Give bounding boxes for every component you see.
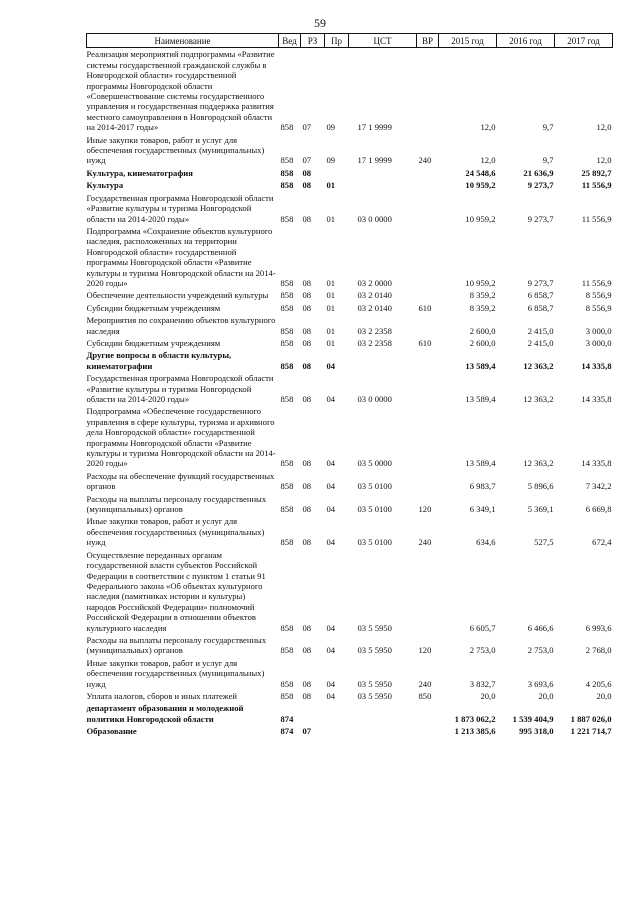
cell-2015: 1 873 062,2 (454, 713, 496, 724)
cell-2017: 20,0 (596, 690, 612, 701)
cell-ved: 858 (280, 504, 294, 515)
cell-2016: 2 753,0 (527, 645, 554, 656)
cell-vr (417, 225, 439, 289)
cell-2015: 12,0 (480, 122, 496, 133)
cell-name: Субсидии бюджетным учреждениям (86, 337, 221, 348)
cell-2016: 527,5 (534, 537, 554, 548)
cell-2015: 1 213 385,6 (454, 726, 496, 737)
cell-name: Государственная программа Новгородской области «Развитие культуры и туризма Новгородской области на 2014-2020 годы» (86, 373, 274, 404)
table-row (87, 179, 613, 191)
table-row (87, 192, 613, 225)
cell-2015: 10 959,2 (465, 277, 496, 288)
budget-table (86, 33, 613, 738)
cell-2017: 14 335,8 (581, 394, 612, 404)
cell-pr: 09 (326, 122, 336, 133)
cell-vr: 240 (418, 678, 432, 689)
table-header (87, 34, 613, 48)
cell-rz: 08 (302, 678, 312, 689)
cell-2015: 3 832,7 (469, 678, 496, 689)
table-body (87, 48, 613, 738)
cell-2015: 6 983,7 (469, 481, 496, 492)
cell-rz: 08 (302, 622, 312, 633)
cell-rz: 07 (302, 726, 312, 737)
cell-2016: 5 896,6 (527, 481, 554, 492)
cell-vr (417, 349, 439, 372)
cell-2015: 8 359,2 (469, 302, 496, 313)
cell-rz: 08 (302, 325, 312, 336)
cell-vr (417, 702, 439, 725)
cell-2016: 20,0 (538, 690, 554, 701)
cell-ved: 858 (280, 645, 294, 656)
cell-2015: 8 359,2 (469, 290, 496, 301)
table-row (87, 702, 613, 725)
cell-2017: 8 556,9 (585, 302, 612, 313)
cell-2017: 4 205,6 (585, 678, 612, 689)
cell-2016: 9 273,7 (527, 213, 554, 224)
cell-ved: 858 (280, 537, 294, 548)
cell-ved: 858 (280, 622, 294, 633)
cell-name: Другие вопросы в области культуры, кинематографии (86, 350, 232, 371)
cell-name: Подпрограмма «Сохранение объектов культурного наследия, расположенных на территории Новгородской области» государственной программы Новгородской области «Развитие культуры и туризма Новгородской области на 2014-2020 годы» (86, 225, 276, 288)
cell-2017: 14 335,8 (581, 458, 612, 469)
cell-ved: 858 (280, 325, 294, 336)
cell-2016: 6 858,7 (527, 290, 554, 301)
cell-rz: 08 (302, 504, 312, 515)
header-ved: Вед (279, 34, 301, 48)
cell-vr (417, 372, 439, 405)
cell-vr: 120 (418, 504, 432, 515)
cell-2017: 3 000,0 (585, 337, 612, 348)
cell-2015: 24 548,6 (465, 167, 496, 178)
cell-pr: 04 (326, 504, 336, 515)
cell-2017: 1 221 714,7 (570, 726, 612, 737)
table-row (87, 349, 613, 372)
cell-pr: 04 (326, 458, 336, 469)
cell-cst: 03 5 0100 (357, 537, 392, 548)
table-row (87, 470, 613, 493)
cell-cst: 17 1 9999 (357, 155, 392, 166)
cell-vr (417, 179, 439, 191)
header-cst: ЦСТ (349, 34, 417, 48)
cell-ved: 858 (280, 690, 294, 701)
cell-2017: 7 342,2 (585, 481, 612, 492)
cell-name: Иные закупки товаров, работ и услуг для обеспечения государственных (муниципальных) нужд (86, 516, 265, 548)
cell-ved: 858 (280, 277, 294, 288)
cell-ved: 858 (280, 213, 294, 224)
cell-2015: 2 753,0 (469, 645, 496, 656)
table-row (87, 314, 613, 337)
header-2017: 2017 год (555, 34, 613, 48)
cell-name: Подпрограмма «Обеспечение государственного управления в сфере культуры, туризма и архивного дела Новгородской области» государственной программы Новгородской области «Развитие культуры и туризма Новгородской области на 2014-2020 годы» (86, 406, 276, 469)
cell-cst (349, 725, 417, 737)
cell-2017: 11 556,9 (581, 180, 612, 191)
cell-rz: 08 (302, 690, 312, 701)
cell-2017: 8 556,9 (585, 290, 612, 301)
cell-ved: 874 (280, 713, 294, 724)
table-row (87, 549, 613, 634)
cell-rz: 08 (302, 394, 312, 404)
cell-2016: 9,7 (542, 122, 554, 133)
header-pr: Пр (325, 34, 349, 48)
header-name: Наименование (87, 34, 279, 48)
cell-2017: 12,0 (596, 155, 612, 166)
page-number: 59 (314, 16, 326, 30)
cell-cst: 03 2 0140 (357, 302, 392, 313)
cell-ved: 874 (280, 726, 294, 737)
table-row (87, 493, 613, 516)
cell-cst: 03 2 2358 (357, 337, 392, 348)
cell-2015: 634,6 (476, 537, 496, 548)
cell-pr: 01 (326, 290, 336, 301)
cell-rz: 08 (302, 277, 312, 288)
header-vr: ВР (417, 34, 439, 48)
table-row (87, 48, 613, 134)
cell-ved: 858 (280, 302, 294, 313)
cell-rz: 08 (302, 537, 312, 548)
cell-pr: 04 (326, 481, 336, 492)
cell-cst (349, 167, 417, 179)
cell-2015: 12,0 (480, 155, 496, 166)
cell-rz: 07 (302, 122, 312, 133)
cell-cst: 03 5 5950 (357, 622, 392, 633)
cell-name: Уплата налогов, сборов и иных платежей (86, 690, 238, 701)
cell-vr: 120 (418, 645, 432, 656)
cell-2015: 6 605,7 (469, 622, 496, 633)
cell-vr (417, 314, 439, 337)
cell-2017: 12,0 (596, 122, 612, 133)
cell-ved: 858 (280, 481, 294, 492)
cell-rz: 08 (302, 213, 312, 224)
cell-2016: 9 273,7 (527, 180, 554, 191)
cell-pr: 04 (326, 645, 336, 656)
cell-cst: 03 2 0000 (357, 277, 392, 288)
cell-name: Мероприятия по сохранению объектов культурного наследия (86, 315, 276, 336)
cell-vr (417, 549, 439, 634)
table-row (87, 725, 613, 737)
table-row (87, 405, 613, 469)
cell-2015: 13 589,4 (465, 394, 496, 404)
cell-cst: 03 0 0000 (357, 213, 392, 224)
cell-2016: 5 369,1 (527, 504, 554, 515)
header-2015: 2015 год (439, 34, 497, 48)
table-row (87, 167, 613, 179)
cell-name: Иные закупки товаров, работ и услуг для обеспечения государственных (муниципальных) нужд (86, 657, 265, 689)
cell-ved: 858 (280, 360, 294, 371)
table-row (87, 515, 613, 548)
cell-rz: 08 (302, 167, 312, 178)
cell-cst: 03 5 5950 (357, 645, 392, 656)
cell-2016: 6 858,7 (527, 302, 554, 313)
cell-2015: 10 959,2 (465, 180, 496, 191)
cell-2016: 3 693,6 (527, 678, 554, 689)
cell-2016: 12 363,2 (523, 360, 554, 371)
cell-2015: 13 589,4 (465, 360, 496, 371)
cell-pr: 04 (326, 690, 336, 701)
cell-2015: 10 959,2 (465, 213, 496, 224)
cell-vr (417, 48, 439, 134)
cell-vr (417, 725, 439, 737)
cell-rz: 07 (302, 155, 312, 166)
table-row (87, 289, 613, 301)
cell-vr: 850 (418, 690, 432, 701)
cell-2017: 6 993,6 (585, 622, 612, 633)
cell-rz: 08 (302, 360, 312, 371)
cell-rz: 08 (302, 458, 312, 469)
cell-vr (417, 470, 439, 493)
cell-rz (301, 702, 325, 725)
cell-name: Расходы на выплаты персоналу государственных (муниципальных) органов (86, 634, 267, 656)
cell-pr: 01 (326, 337, 336, 348)
cell-vr: 240 (418, 155, 432, 166)
table-row (87, 337, 613, 349)
cell-rz: 08 (302, 180, 312, 191)
cell-2015: 2 600,0 (469, 325, 496, 336)
cell-cst (349, 349, 417, 372)
cell-cst (349, 702, 417, 725)
header-rz: РЗ (301, 34, 325, 48)
cell-2017: 2 768,0 (585, 645, 612, 656)
cell-ved: 858 (280, 180, 294, 191)
cell-name: Иные закупки товаров, работ и услуг для обеспечения государственных (муниципальных) нужд (86, 134, 265, 166)
cell-vr: 240 (418, 537, 432, 548)
table-row (87, 134, 613, 167)
cell-pr: 09 (326, 155, 336, 166)
cell-cst: 03 5 0100 (357, 504, 392, 515)
cell-ved: 858 (280, 122, 294, 133)
cell-cst: 03 5 5950 (357, 690, 392, 701)
cell-2016: 12 363,2 (523, 458, 554, 469)
cell-name: Образование (86, 726, 137, 737)
cell-vr (417, 167, 439, 179)
cell-name: Расходы на выплаты персоналу государственных (муниципальных) органов (86, 493, 267, 515)
cell-2017: 672,4 (592, 537, 612, 548)
cell-cst: 03 2 2358 (357, 325, 392, 336)
table-row (87, 372, 613, 405)
table-row (87, 690, 613, 702)
cell-cst: 17 1 9999 (357, 122, 392, 133)
cell-vr (417, 192, 439, 225)
cell-2017: 11 556,9 (581, 277, 612, 288)
cell-pr: 04 (326, 622, 336, 633)
cell-2017: 3 000,0 (585, 325, 612, 336)
cell-2016: 12 363,2 (523, 394, 554, 404)
cell-2016: 995 318,0 (519, 726, 554, 737)
cell-ved: 858 (280, 337, 294, 348)
cell-name: департамент образования и молодежной политики Новгородской области (86, 703, 244, 724)
cell-2016: 2 415,0 (527, 325, 554, 336)
cell-rz: 08 (302, 302, 312, 313)
cell-cst (349, 179, 417, 191)
cell-name: Субсидии бюджетным учреждениям (86, 302, 221, 313)
header-2016: 2016 год (497, 34, 555, 48)
cell-name: Государственная программа Новгородской области «Развитие культуры и туризма Новгородской области на 2014-2020 годы» (86, 192, 274, 224)
cell-vr: 610 (418, 337, 432, 348)
cell-ved: 858 (280, 155, 294, 166)
cell-pr: 04 (326, 678, 336, 689)
cell-2016: 6 466,6 (527, 622, 554, 633)
cell-vr: 610 (418, 302, 432, 313)
table-row (87, 302, 613, 314)
cell-name: Расходы на обеспечение функций государственных органов (86, 470, 275, 492)
cell-2017: 25 892,7 (581, 167, 612, 178)
cell-2017: 6 669,8 (585, 504, 612, 515)
cell-name: Осуществление переданных органам государственной власти субъектов Российской Федерации в соответствии с пунктом 1 статьи 91 Федерального закона «Об объектах культурного наследия (памятниках истории и культуры) народов Российской Федерации» полномочий Российской Федерации в отношении объектов культурного наследия (86, 549, 266, 633)
cell-2016: 9,7 (542, 155, 554, 166)
cell-pr: 04 (326, 537, 336, 548)
cell-rz: 08 (302, 337, 312, 348)
cell-2016: 9 273,7 (527, 277, 554, 288)
cell-cst: 03 5 5950 (357, 678, 392, 689)
cell-cst: 03 5 0000 (357, 458, 392, 469)
cell-name: Культура, кинематография (86, 167, 193, 178)
cell-2017: 11 556,9 (581, 213, 612, 224)
cell-rz: 08 (302, 290, 312, 301)
table-row (87, 225, 613, 289)
cell-ved: 858 (280, 167, 294, 178)
cell-ved: 858 (280, 394, 294, 404)
cell-name: Обеспечение деятельности учреждений культуры (86, 290, 269, 301)
table-row (87, 634, 613, 657)
cell-name: Реализация мероприятий подпрограммы «Развитие системы государственной гражданской службы в Новгородской области» государственной программы Новгородской области «Совершенствование системы государственного управления и государственная поддержка развития местного самоуправления в Новгородской области на 2014-2017 годы» (86, 49, 275, 133)
cell-name: Культура (86, 180, 124, 191)
table-row (87, 657, 613, 690)
cell-2016: 1 539 404,9 (512, 713, 554, 724)
cell-2016: 21 636,9 (523, 167, 554, 178)
cell-2015: 13 589,4 (465, 458, 496, 469)
cell-2017: 1 887 026,0 (570, 713, 612, 724)
cell-2015: 6 349,1 (469, 504, 496, 515)
cell-rz: 08 (302, 481, 312, 492)
cell-ved: 858 (280, 678, 294, 689)
cell-pr: 01 (326, 277, 336, 288)
cell-ved: 858 (280, 290, 294, 301)
cell-pr: 04 (326, 394, 336, 404)
cell-pr (325, 725, 349, 737)
cell-cst: 03 5 0100 (357, 481, 392, 492)
cell-pr: 01 (326, 325, 336, 336)
cell-2017: 14 335,8 (581, 360, 612, 371)
cell-2016: 2 415,0 (527, 337, 554, 348)
cell-2015: 2 600,0 (469, 337, 496, 348)
cell-vr (417, 405, 439, 469)
cell-cst: 03 2 0140 (357, 290, 392, 301)
cell-pr: 04 (326, 360, 336, 371)
cell-pr (325, 167, 349, 179)
cell-rz: 08 (302, 645, 312, 656)
cell-vr (417, 289, 439, 301)
cell-pr (325, 702, 349, 725)
cell-pr: 01 (326, 180, 336, 191)
cell-pr: 01 (326, 213, 336, 224)
cell-2015: 20,0 (480, 690, 496, 701)
cell-pr: 01 (326, 302, 336, 313)
cell-ved: 858 (280, 458, 294, 469)
cell-cst: 03 0 0000 (357, 394, 392, 404)
